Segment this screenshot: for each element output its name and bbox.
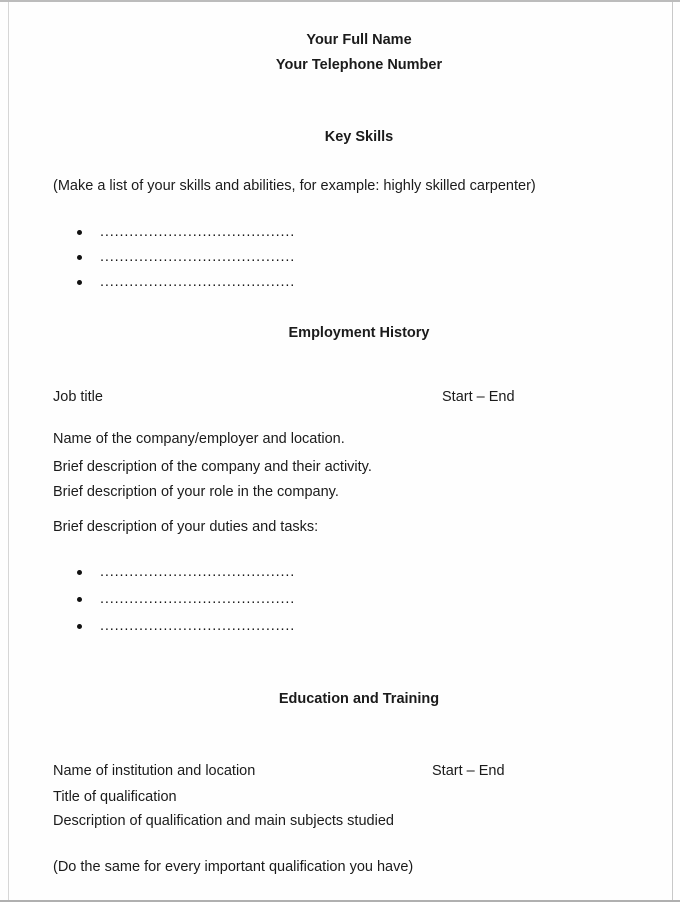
full-name-text: Your Full Name: [306, 32, 412, 48]
company-line: Name of the company/employer and location.: [53, 431, 345, 447]
bullet-icon: [77, 280, 82, 285]
note-line: (Do the same for every important qualification you have): [53, 859, 414, 875]
institution-label: Name of institution and location: [53, 763, 256, 779]
duty-bullet-item: [77, 563, 295, 581]
description-line: Description of qualification and main subjects studied: [53, 813, 394, 829]
bullet-icon: [77, 230, 82, 235]
skill-placeholder-dots: ........................................: [100, 224, 296, 240]
duty-placeholder-dots: ........................................: [100, 564, 296, 580]
duty-bullet-item: [77, 590, 295, 608]
duty-placeholder-dots: ........................................: [100, 618, 296, 634]
skill-bullet-item: [77, 273, 295, 291]
skill-bullet-item: [77, 223, 295, 241]
role-line: Brief description of your role in the company.: [53, 484, 339, 500]
activity-line: Brief description of the company and their activity.: [53, 459, 372, 475]
qualification-line: Title of qualification: [53, 789, 177, 805]
job-title-label: Job title: [53, 389, 103, 405]
education-date-range-label: Start – End: [432, 763, 505, 779]
education-heading: Education and Training: [278, 691, 440, 707]
bullet-icon: [77, 570, 82, 575]
employment-heading: Employment History: [288, 325, 430, 341]
duties-line: Brief description of your duties and tasks:: [53, 519, 319, 535]
telephone-text: Your Telephone Number: [275, 57, 443, 73]
skill-placeholder-dots: ........................................: [100, 249, 296, 265]
duty-placeholder-dots: ........................................: [100, 591, 296, 607]
employment-date-range-label: Start – End: [442, 389, 515, 405]
key-skills-hint: (Make a list of your skills and abilities, for example: highly skilled carpenter): [53, 178, 536, 194]
key-skills-heading: Key Skills: [324, 129, 394, 145]
job-title-row: [53, 388, 665, 406]
duty-bullet-item: [77, 617, 295, 635]
institution-row: [53, 762, 665, 780]
bullet-icon: [77, 597, 82, 602]
skill-bullet-item: [77, 248, 295, 266]
bullet-icon: [77, 255, 82, 260]
bullet-icon: [77, 624, 82, 629]
skill-placeholder-dots: ........................................: [100, 274, 296, 290]
